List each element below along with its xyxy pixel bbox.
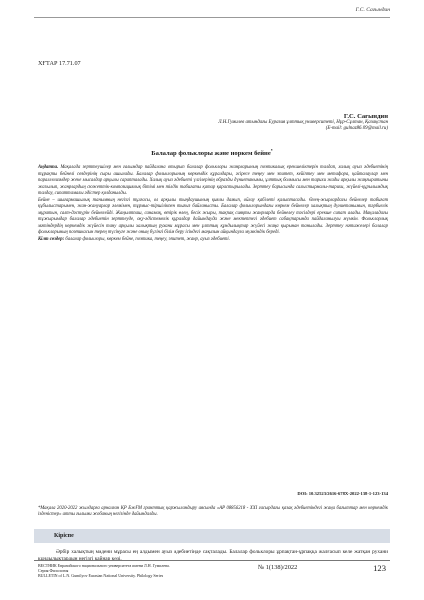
doi: DOI: 10.32523/2616-678X-2022-138-1-123-134	[297, 491, 388, 496]
keywords-paragraph	[38, 237, 388, 244]
footer-journal	[38, 563, 170, 579]
footer-issue: № 1(138)/2022	[258, 564, 298, 571]
title-text: Балалар фольклоры және норкем бейне	[151, 150, 271, 158]
footer-journal-line2: Серия Филология	[38, 568, 69, 574]
body-paragraph: Әрбір халықтың мәдени мұрасы ең алдымен ауыз әдебиетінде сақталады. Балалар фольклоры ұрпақтан-ұрпаққа жалғасып келе жатқан рухани құндылықтардың негізгі қайнар көзі.	[38, 549, 388, 562]
udc-code: ХҒТАР 17.71.07	[38, 60, 81, 67]
footer-journal-line1: ВЕСТНИК Евразийского национального университета имени Л.Н. Гумилева.	[38, 563, 170, 568]
title-footnote-mark: *	[270, 148, 273, 153]
abstract-label: Аңдатпа.	[38, 165, 59, 170]
abstract-paragraph	[38, 165, 388, 198]
author-email: (E-mail: gulnaz86.09@mail.ru)	[325, 126, 388, 132]
footer-rule	[34, 560, 390, 561]
funding-footnote: *Мақала 2020-2022 жылдарға арналған ҚР БжҒМ гранттық қаржыландыру аясында «AP 08856218 - XXI ғасырдағы қазақ әдебиетіндегі жаңа бағыттар мен көркемдік ізденістер» атты ғылыми жобаның негізінде дайындалды.	[38, 506, 388, 518]
keywords-label: Кілт сөздер:	[38, 237, 65, 243]
abstract-text: Мақалада зерттеушілер мен ғалымдар пайдалана отырып балалар фольклоры жанрларының поэтикалық ерекшеліктерін талдап, халық ауыз әдебиетінің тұрақты бейнелі сөздерінің сыры ашылады. Балалар фольклорының көркемдік құралдары, әсіресе теңеу мен эпитет, кейіптеу мен метафора, қайталаулар мен параллелизмдер жеке мысалдар арқылы сарапталады. Халық ауыз әдебиеті үлгілерінің образды дүниетанымы, ұлттық болмысы мен тарихи жады арқылы жаңғыратыны жазылып, жанрлардың сюжеттік-композициялық бітімі мен тілдік табиғаты қатар қарастырылады. Зерттеу барысында салыстырмалы-тарихи, жүйелі-құрылымдық талдау, сипаттамалы әдістер қолданылды.	[38, 165, 389, 197]
page-number: 123	[373, 563, 386, 573]
author-affiliation: Л.Н.Гумилев атындағы Еуразия ұлттық университеті, Нұр-Сұлтан, Қазақстан	[218, 120, 388, 125]
running-head: Г.С. Сағындин	[355, 7, 390, 13]
abstract-paragraph-2: Бейне – шығармашылық танымның негізгі тұлғасы, ол арқылы тыңдаушының қиялы дамып, ойлау қабілеті қалыптасады. Өлең-жырлардағы бейнелер табиғат құбылыстарымен, жан-жануарлар әлемімен, тұрмыс-тіршілікпен тығыз байланысты. Балалар фольклорындағы көркем бейнелер халықтың дүниетанымын, тәрбиелік мұратын, салт-дәстүрін бейнелейді. Жаңылтпаш, санамақ, өтірік өлең, бесік жыры, тақпақ сияқты жанрларда бейнелеу тәсілдері ерекше сипат алады. Мақаладағы тұжырымдар балалар әдебиетін зерттеуде, оқу-әдістемелік құралдар дайындауда және мектептегі әдебиет сабақтарында пайдаланылуы мүмкін. Фольклорлық мәтіндердің көркемдік жүйесін тану арқылы халықтың рухани мұрасы мен ұлттық құндылықтар жүйесі жаңа қырынан танылады. Зерттеу нәтижелері балалар фольклорының поэтикасын терең түсінуге және оның бүгінгі білім беру ісіндегі маңызын айқындауға мүмкіндік береді.	[38, 197, 388, 236]
author-name: Г.С. Сағындин	[343, 113, 388, 120]
article-title	[34, 148, 390, 157]
header-rule	[34, 17, 390, 18]
abstract-block	[38, 165, 388, 244]
footer-journal-line3: BULLETIN of L.N. Gumilyov Eurasian National University. Philology Series	[38, 573, 164, 579]
author-block	[188, 113, 388, 132]
keywords-text: балалар фольклоры, көркем бейне, поэтика, теңеу, эпитет, жанр, ауыз әдебиеті.	[65, 237, 230, 243]
introduction-heading: Кіріспе	[54, 532, 74, 539]
introduction-heading-box	[34, 529, 390, 543]
